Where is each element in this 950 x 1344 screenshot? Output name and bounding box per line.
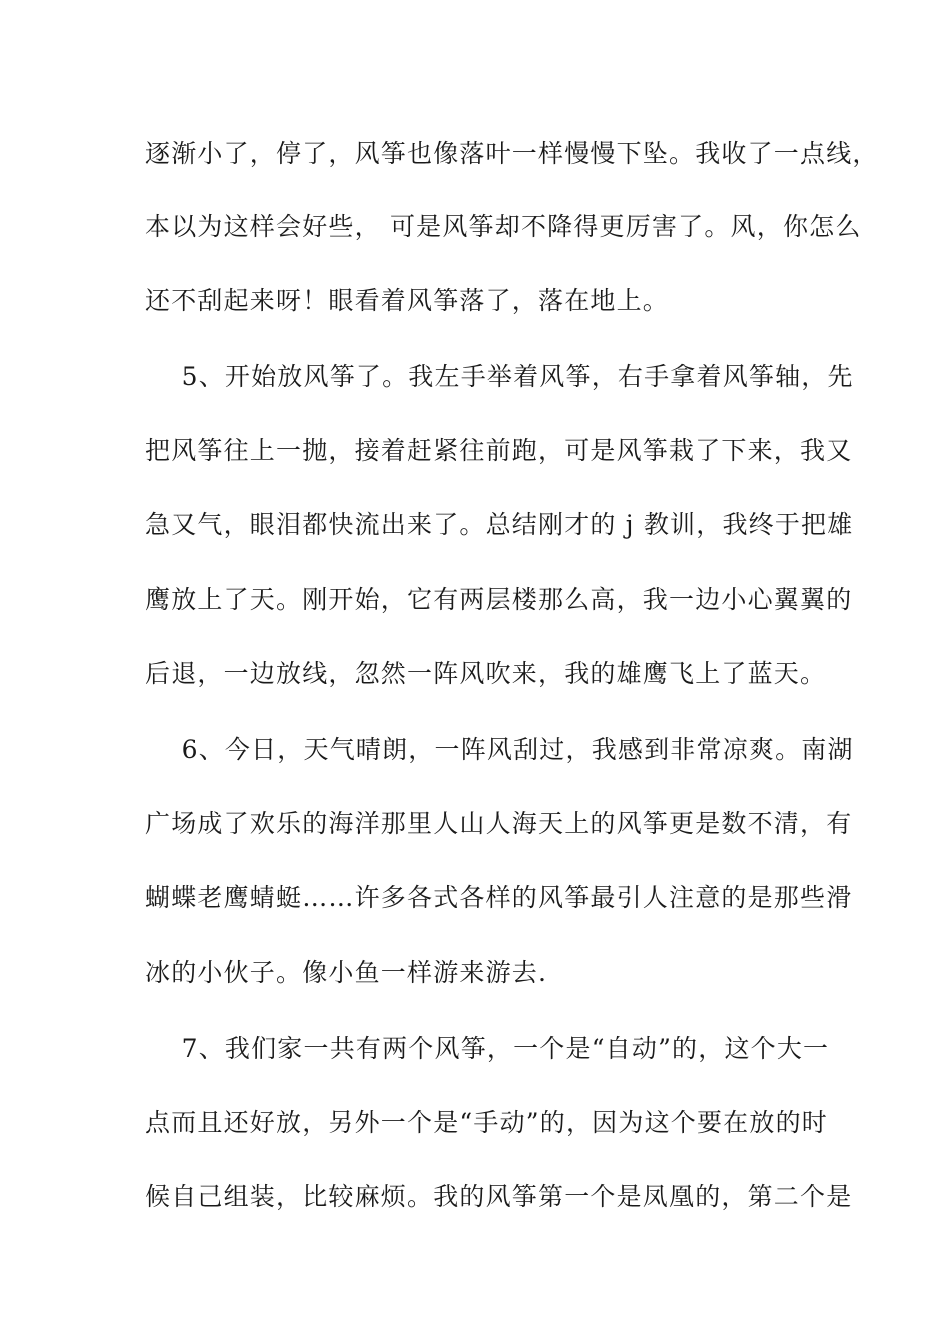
text-line: 还不刮起来呀！眼看着风筝落了，落在地上。 xyxy=(145,286,670,315)
text-line: 鹰放上了天。刚开始，它有两层楼那么高，我一边小心翼翼的 xyxy=(145,585,853,614)
text-line: 本以为这样会好些， 可是风筝却不降得更厉害了。风，你怎么 xyxy=(145,212,862,241)
text-line: 冰的小伙子。像小鱼一样游来游去. xyxy=(145,958,548,987)
text-line: 急又气，眼泪都快流出来了。总结刚才的 j 教训，我终于把雄 xyxy=(145,510,854,539)
text-line: 候自己组装，比较麻烦。我的风筝第一个是凤凰的，第二个是 xyxy=(145,1182,853,1211)
text-line: 逐渐小了，停了，风筝也像落叶一样慢慢下坠。我收了一点线， xyxy=(145,139,879,168)
text-line: 广场成了欢乐的海洋那里人山人海天上的风筝更是数不清，有 xyxy=(145,809,853,838)
text-line: 5、开始放风筝了。我左手举着风筝，右手拿着风筝轴，先 xyxy=(145,362,854,391)
text-line: 把风筝往上一抛，接着赶紧往前跑，可是风筝栽了下来，我又 xyxy=(145,436,853,465)
text-line: 7、我们家一共有两个风筝，一个是“自动”的，这个大一 xyxy=(145,1034,830,1063)
text-line: 点而且还好放，另外一个是“手动”的，因为这个要在放的时 xyxy=(145,1108,828,1137)
text-line: 6、今日，天气晴朗，一阵风刮过，我感到非常凉爽。南湖 xyxy=(145,735,854,764)
text-line: 后退，一边放线，忽然一阵风吹来，我的雄鹰飞上了蓝天。 xyxy=(145,659,827,688)
text-line: 蝴蝶老鹰蜻蜓……许多各式各样的风筝最引人注意的是那些滑 xyxy=(145,883,853,912)
